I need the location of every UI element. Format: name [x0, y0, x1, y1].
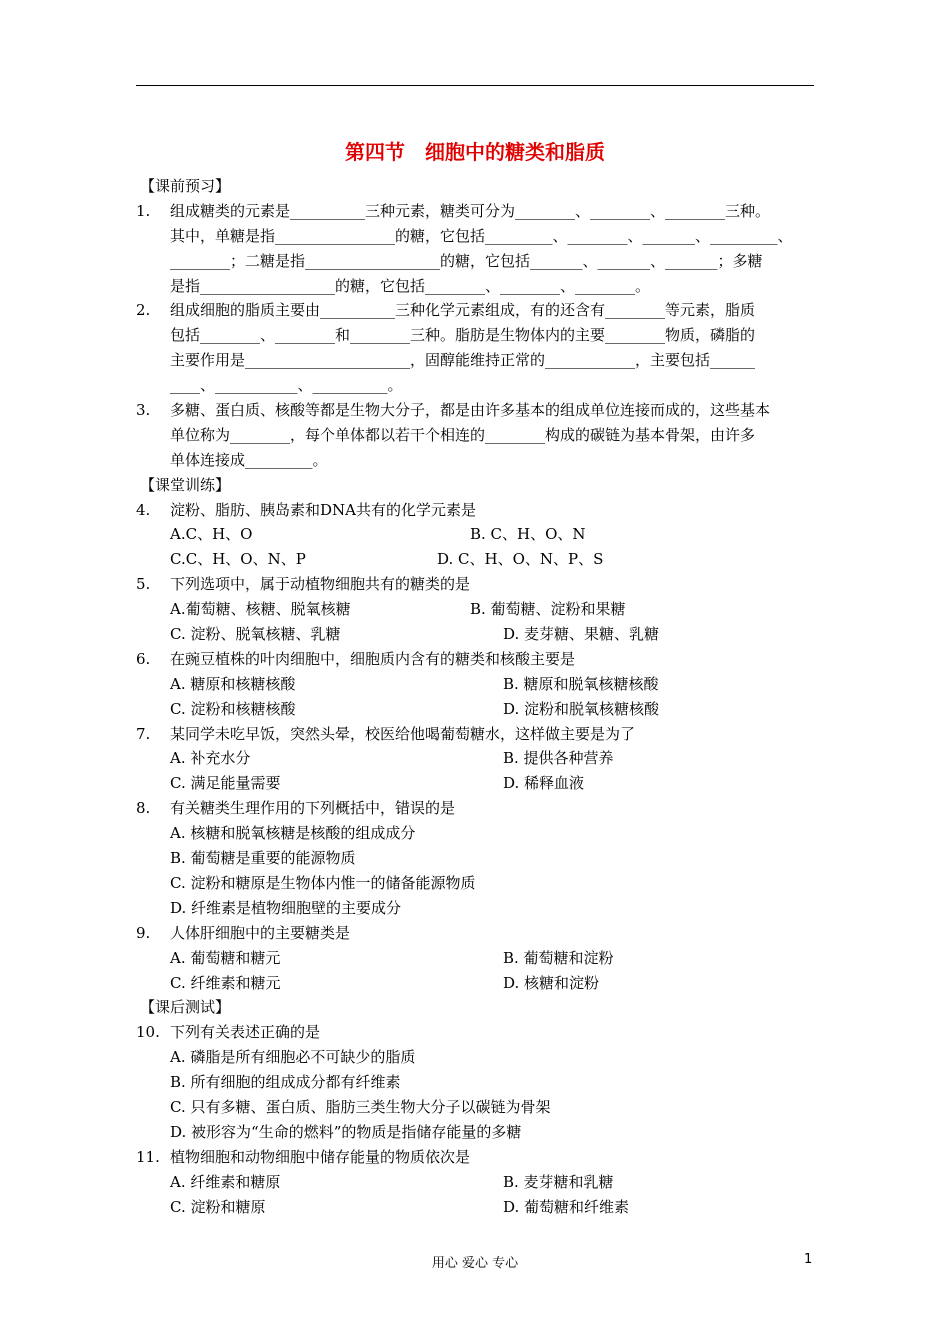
option-d: D. 核糖和淀粉	[503, 973, 600, 992]
option-d: D. 纤维素是植物细胞壁的主要成分	[170, 898, 402, 917]
question-number: 2.	[136, 301, 151, 320]
option-a: A. 磷脂是所有细胞必不可缺少的脂质	[170, 1048, 416, 1067]
option-c: C. 淀粉、脱氧核糖、乳糖	[170, 625, 341, 644]
question-7	[136, 722, 816, 797]
question-text: 组成糖类的元素是__________三种元素，糖类可分为________、________、________三种。	[170, 201, 771, 220]
question-text: 单体连接成_________。	[170, 450, 328, 469]
question-text: 包括________、________和________三种。脂肪是生物体内的主要________物质，磷脂的	[170, 326, 756, 345]
option-b: B. 葡萄糖是重要的能源物质	[170, 849, 356, 868]
question-stem: 有关糖类生理作用的下列概括中，错误的是	[170, 799, 456, 818]
question-number: 9.	[136, 923, 151, 942]
option-c: C. 纤维素和糖元	[170, 973, 281, 992]
option-a: A. 糖原和核糖核酸	[170, 674, 296, 693]
option-b: B. C、H、O、N	[470, 525, 586, 544]
page-title: 第四节 细胞中的糖类和脂质	[345, 140, 605, 164]
question-text: 多糖、蛋白质、核酸等都是生物大分子，都是由许多基本的组成单位连接而成的，这些基本	[170, 401, 771, 420]
question-1	[136, 199, 816, 299]
option-d: D. 葡萄糖和纤维素	[503, 1197, 630, 1216]
option-d: D. 被形容为“生命的燃料”的物质是指储存能量的多糖	[170, 1122, 522, 1141]
question-2	[136, 298, 816, 398]
option-d: D. 淀粉和脱氧核糖核酸	[503, 699, 660, 718]
question-number: 10.	[136, 1023, 160, 1042]
question-text: 主要作用是______________________，固醇能维持正常的____________，主要包括______	[170, 351, 756, 370]
option-a: A.C、H、O	[170, 525, 253, 544]
question-9	[136, 921, 816, 996]
question-stem: 淀粉、脂肪、胰岛素和DNA共有的化学元素是	[170, 500, 476, 519]
page-footer: 用心 爱心 专心	[431, 1256, 519, 1271]
question-11	[136, 1145, 816, 1220]
question-number: 6.	[136, 649, 151, 668]
question-text: 其中，单糖是指________________的糖，它包括_________、________、_______、_________、	[170, 226, 793, 245]
question-10	[136, 1020, 816, 1144]
option-a: A. 核糖和脱氧核糖是核酸的组成成分	[170, 824, 416, 843]
option-a: A.葡萄糖、核糖、脱氧核糖	[170, 600, 351, 619]
section-preview-heading: 【课前预习】	[140, 177, 231, 195]
header-rule	[136, 85, 814, 86]
question-stem: 下列有关表述正确的是	[170, 1023, 321, 1042]
question-number: 4.	[136, 500, 151, 519]
option-b: B. 提供各种营养	[503, 749, 614, 768]
question-stem: 下列选项中，属于动植物细胞共有的糖类的是	[170, 575, 471, 594]
option-d: D. 麦芽糖、果糖、乳糖	[503, 625, 660, 644]
section-after-heading: 【课后测试】	[140, 998, 231, 1017]
question-number: 5.	[136, 575, 151, 594]
question-5	[136, 572, 816, 647]
option-b: B. 糖原和脱氧核糖核酸	[503, 674, 659, 693]
question-stem: 人体肝细胞中的主要糖类是	[170, 923, 351, 942]
question-text: ________；二糖是指__________________的糖，它包括_______、_______、_______；多糖	[170, 251, 763, 270]
question-number: 3.	[136, 401, 151, 420]
question-text: ____、___________、__________。	[170, 376, 403, 395]
option-d: D. C、H、O、N、P、S	[437, 550, 604, 569]
question-8	[136, 796, 816, 920]
option-a: A. 葡萄糖和糖元	[170, 948, 281, 967]
worksheet-body	[136, 174, 816, 1219]
option-c: C. 满足能量需要	[170, 774, 281, 793]
question-number: 7.	[136, 724, 151, 743]
question-3	[136, 398, 816, 473]
question-4	[136, 498, 816, 573]
option-d: D. 稀释血液	[503, 774, 585, 793]
option-c: C. 淀粉和糖原	[170, 1197, 266, 1216]
question-text: 单位称为________，每个单体都以若干个相连的________构成的碳链为基本骨架，由许多	[170, 425, 756, 444]
question-stem: 某同学未吃早饭，突然头晕，校医给他喝葡萄糖水，这样做主要是为了	[170, 724, 636, 743]
option-b: B. 麦芽糖和乳糖	[503, 1172, 614, 1191]
option-b: B. 葡萄糖和淀粉	[503, 948, 614, 967]
option-c: C. 淀粉和糖原是生物体内惟一的储备能源物质	[170, 873, 476, 892]
question-stem: 在豌豆植株的叶肉细胞中，细胞质内含有的糖类和核酸主要是	[170, 649, 576, 668]
question-number: 1.	[136, 201, 151, 220]
option-a: A. 补充水分	[170, 749, 251, 768]
question-number: 8.	[136, 799, 151, 818]
page-number: 1	[804, 1252, 813, 1267]
question-text: 是指__________________的糖，它包括________、________、________。	[170, 276, 651, 295]
option-c: C. 只有多糖、蛋白质、脂肪三类生物大分子以碳链为骨架	[170, 1097, 551, 1116]
section-classroom-heading: 【课堂训练】	[140, 475, 231, 494]
option-c: C. 淀粉和核糖核酸	[170, 699, 296, 718]
question-text: 组成细胞的脂质主要由__________三种化学元素组成，有的还含有________等元素，脂质	[170, 301, 756, 320]
option-b: B. 所有细胞的组成成分都有纤维素	[170, 1073, 401, 1092]
question-number: 11.	[136, 1147, 160, 1166]
option-c: C.C、H、O、N、P	[170, 550, 306, 569]
option-b: B. 葡萄糖、淀粉和果糖	[470, 600, 626, 619]
question-stem: 植物细胞和动物细胞中储存能量的物质依次是	[170, 1147, 471, 1166]
option-a: A. 纤维素和糖原	[170, 1172, 281, 1191]
question-6	[136, 647, 816, 722]
